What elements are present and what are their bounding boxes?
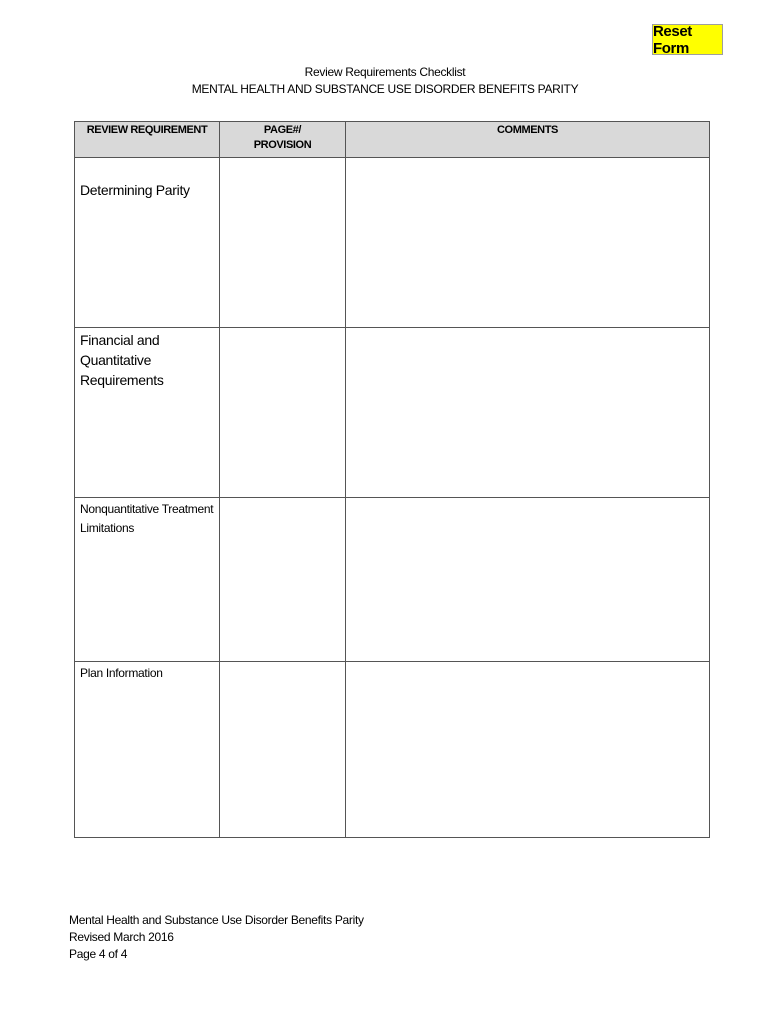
page-provision-field[interactable] [220,158,346,328]
requirement-cell [75,328,220,498]
requirement-cell [75,662,220,838]
table-header-row [75,122,710,158]
footer-page-number: Page 4 of 4 [69,947,128,961]
comments-field[interactable] [346,662,710,838]
document-header [0,64,770,98]
table-row [75,328,710,498]
review-checklist-table [74,121,710,838]
comments-field[interactable] [346,158,710,328]
requirement-cell [75,498,220,662]
column-header-page-line2: PROVISION [253,139,312,151]
page-footer [69,912,364,963]
requirement-label: Plan Information [80,666,163,680]
column-header-page-line1: PAGE#/ [263,124,302,136]
footer-revision-date: Revised March 2016 [69,930,174,944]
requirement-cell [75,158,220,328]
column-header-comments: COMMENTS [346,122,710,158]
requirement-label: Financial and Quantitative Requirements [80,332,164,388]
footer-document-name: Mental Health and Substance Use Disorder Benefits Parity [69,913,364,927]
column-header-page-provision [220,122,346,158]
page-provision-field[interactable] [220,662,346,838]
table-row [75,662,710,838]
document-title: Review Requirements Checklist [304,65,466,79]
comments-field[interactable] [346,328,710,498]
requirement-label: Nonquantitative Treatment Limitations [80,502,214,535]
page-provision-field[interactable] [220,328,346,498]
reset-form-button[interactable]: Reset Form [652,24,723,55]
table-row [75,498,710,662]
column-header-review-requirement: REVIEW REQUIREMENT [75,122,220,158]
document-subtitle: MENTAL HEALTH AND SUBSTANCE USE DISORDER BENEFITS PARITY [191,82,579,96]
comments-field[interactable] [346,498,710,662]
table-row [75,158,710,328]
page-provision-field[interactable] [220,498,346,662]
requirement-label: Determining Parity [80,182,190,198]
